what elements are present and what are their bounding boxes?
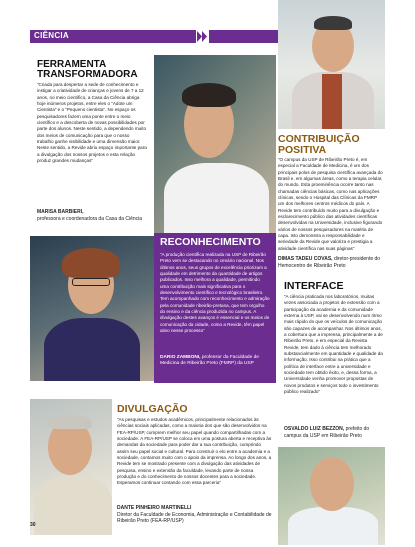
- interface-text: “A ciência praticada nos laboratórios, muitas vezes associada a projetos de extensão com a participação da academia e da comunidade externa à USP, vai se desenvolvendo num ritmo mais rápido do que os veículos de comunicação são capazes de acompanhar. Nos últimos anos, a cobertura que a imprensa, principalmente a de Ribeirão Preto, e em especial da Revista Revide, tem dado à ciência tem melhorado substancialmente em quantidade e qualidade da informação. Isso contribui na prática que a política de interface entre a universidade e sociedade tem obtido êxito, e, dessa forma, a Universidade venha promover propostas de novos produtos e serviços todo o investimento público realizado”: [284, 294, 383, 394]
- author-role: prefeito do campus da USP em Ribeirão Preto: [284, 426, 370, 439]
- contribuicao-author: [278, 256, 383, 269]
- author-name: DARIO ZAMBONI,: [160, 355, 201, 360]
- author-name: MARISA BARBIERI,: [37, 209, 84, 215]
- page-number: 30: [30, 522, 36, 528]
- photo-dario-zamboni: [154, 55, 276, 233]
- photo-dante-martinelli: [30, 399, 112, 535]
- divulgacao-title: DIVULGAÇÃO: [117, 403, 188, 415]
- photo-osvaldo-bezzon: [278, 447, 385, 545]
- contribuicao-title: CONTRIBUIÇÃO POSITIVA: [278, 133, 360, 156]
- interface-title: INTERFACE: [284, 280, 344, 292]
- ferramenta-title: FERRAMENTA TRANSFORMADORA: [37, 59, 138, 80]
- author-name: OSVALDO LUIZ BEZZON,: [284, 426, 345, 432]
- author-name: DIMAS TADEU COVAS,: [278, 256, 333, 262]
- reconhecimento-author: [160, 355, 272, 367]
- divulgacao-text: “As pesquisas e estudos acadêmicos, principalmente relacionados às ciências sociais aplicadas, como a maioria dos que são desenvolvidos na FEA-RP/USP, cumprem melhor seu papel quando compartilhadas com a sociedade. A FEA-RP/USP se coloca em uma postura aberta e receptiva às demandas da sociedade para poder dar a sua contribuição, cumprindo assim seu papel social e cultural. Para construir o elo entre a academia e a sociedade, contamos muito com o apoio da imprensa. Ao longo dos anos, a Revide tem se mostrado presente com a divulgação das atividades de pesquisa, ensino e extensão da faculdade, levando parte de nossa produção e do conhecimento de nossos docentes para a sociedade. Esperamos continuar contando com essa parceria”: [117, 417, 272, 486]
- author-role: professora e coordenadora da Casa da Ciência: [37, 215, 143, 222]
- photo-dimas-covas: [278, 0, 385, 129]
- reconhecimento-title: RECONHECIMENTO: [160, 236, 261, 248]
- divulgacao-author: [117, 505, 273, 525]
- photo-marisa-barbieri: [30, 236, 155, 381]
- contribuicao-text: “O campus da USP de Ribeirão Preto é, em especial a Faculdade de Medicina, é um dos principais polos de pesquisa científica avançada do Brasil e, em algumas áreas, como a terapia celular, do mundo. Esta proeminência ocorre tanto nas chamadas ciências básicas, como nas aplicações clínicas, sendo o Hospital das Clínicas da FMRP um dos melhores centros médicos do país. A Revide tem contribuído muito para a divulgação e esclarecimento público das atividades científicas desenvolvidas na Universidade, inclusive figurando vários de nossos pesquisadores na matéria de capa. Isto demonstra a responsabilidade e seriedade da Revide que valoriza e prestigia a atividade científica nas suas páginas”: [278, 157, 383, 251]
- section-label: CIÊNCIA: [34, 31, 69, 40]
- author-name: DANTE PINHEIRO MARTINELLI: [117, 505, 192, 511]
- reconhecimento-text: “A produção científica realizada na USP de Ribeirão Preto vem se destacando no cenário nacional. Nos últimos anos, seus grupos de excelência priorizam a qualidade em detrimento da quantidade de artigos publicados. Isso melhora a qualidade, permitindo uma contribuição mais significativa para o desenvolvimento científico e tecnológico brasileiro. Tem acompanhado com reconhecimento e admiração pela comunidade ribeirão-pretana, que tem orgulho do ensino e da ciência produzida no campus. A divulgação destes avanços é essencial e os meios de comunicação da cidade, como a Revide, têm papel ativo nesse processo”: [160, 252, 270, 333]
- interface-author: [284, 426, 384, 439]
- author-role: professor da Faculdade de Medicina de Ribeirão Preto (FMRP) da USP: [160, 355, 259, 367]
- ferramenta-author: [37, 209, 147, 222]
- author-role: diretor-presidente do Hemocentro de Ribeirão Preto: [278, 256, 381, 269]
- author-role: Diretor da Faculdade de Economia, Administração e Contabilidade de Ribeirão Preto (FEA-RP/USP): [117, 511, 272, 524]
- ferramenta-text: “Criada para despertar a sede de conhecimento e instigar a criatividade de crianças e jovens de 7 a 12 anos, no meio científico, a Casa da Ciência abriga hoje inúmeros projetos, entre eles o “Adote um Cientista” e o “Pequeno cientista”. No espaço os pesquisadores fazem uma ponte entre o meio científico e a descoberta de novas possibilidades por parte dos alunos. Neste sentido, a dependendo muito dos meios de comunicação para que o nosso trabalho ganhe visibilidade e uma dimensão maior. Neste sentido, a Revide abriu espaço importante para a divulgação dos nossos projetos e esta relação produz grandes mudanças”: [37, 82, 147, 163]
- double-chevron-icon: [196, 30, 209, 43]
